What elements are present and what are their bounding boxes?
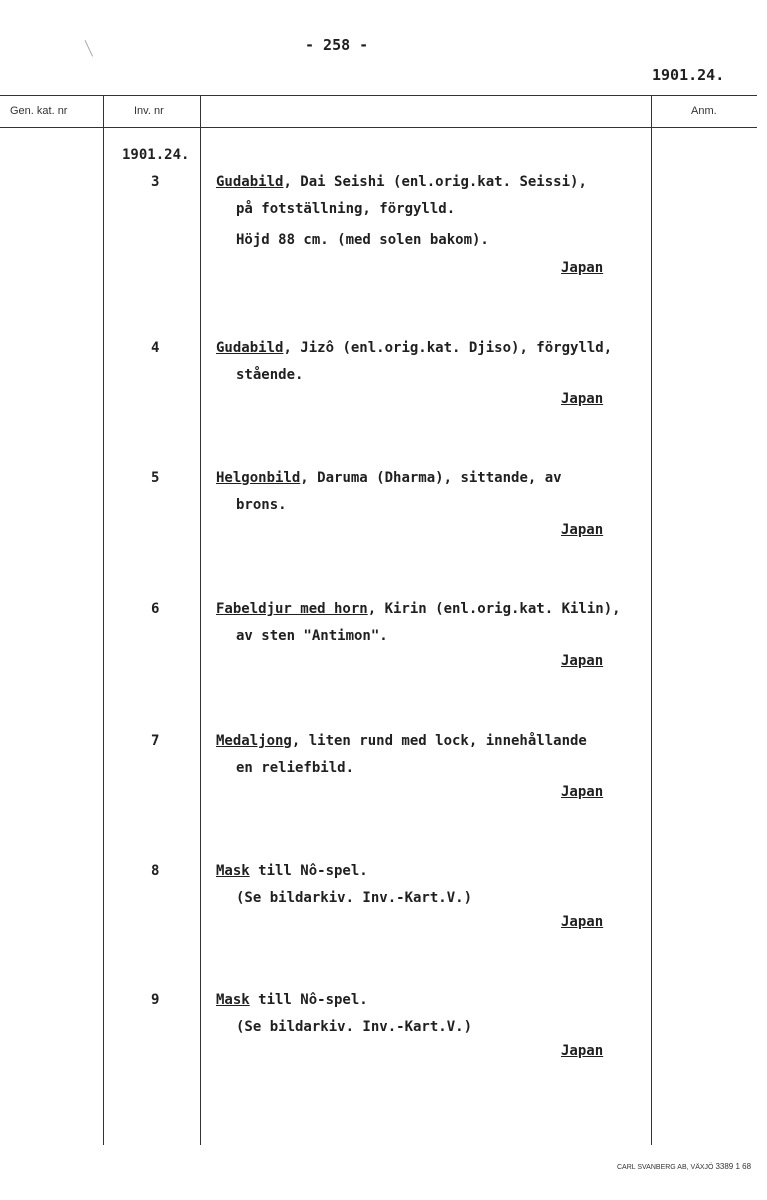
inventory-prefix: 1901.24. xyxy=(122,147,190,163)
object-term: Fabeldjur med horn xyxy=(216,601,368,617)
origin-label: Japan xyxy=(561,391,604,407)
entry-line-1 xyxy=(216,987,656,1014)
inventory-number: 5 xyxy=(151,470,160,486)
catalog-entry xyxy=(216,987,656,1041)
entry-line-2: på fotställning, förgylld. xyxy=(236,201,456,217)
printer-imprint xyxy=(617,1162,751,1171)
printer-name: CARL SVANBERG AB, VÄXJÖ xyxy=(617,1164,714,1171)
entry-line-2: stående. xyxy=(236,367,304,383)
object-term: Gudabild xyxy=(216,174,284,190)
entry-description: , Jizô (enl.orig.kat. Djiso), förgylld, xyxy=(283,340,613,356)
entry-line-1 xyxy=(216,858,656,885)
catalog-entry xyxy=(216,169,656,254)
catalog-entry xyxy=(216,728,656,782)
entry-description: till Nô-spel. xyxy=(249,992,368,1008)
inventory-number: 4 xyxy=(151,340,160,356)
inventory-number: 6 xyxy=(151,601,160,617)
catalog-entry xyxy=(216,465,656,519)
entry-line-1 xyxy=(216,728,656,755)
entry-line-2: en reliefbild. xyxy=(236,760,355,776)
entry-description: , Kirin (enl.orig.kat. Kilin), xyxy=(367,601,621,617)
entry-description: , Dai Seishi (enl.orig.kat. Seissi), xyxy=(283,174,587,190)
catalog-entry xyxy=(216,596,656,650)
entry-line-1 xyxy=(216,596,656,623)
origin-label: Japan xyxy=(561,522,604,538)
column-divider-inv-desc xyxy=(200,95,201,1145)
origin-label: Japan xyxy=(561,914,604,930)
entry-line-1 xyxy=(216,169,656,196)
entry-line-1 xyxy=(216,465,656,492)
catalog-entry xyxy=(216,858,656,912)
column-header-gen-kat-nr: Gen. kat. nr xyxy=(10,105,68,117)
catalog-entry xyxy=(216,335,656,389)
object-term: Medaljong xyxy=(216,733,292,749)
inventory-number: 3 xyxy=(151,174,160,190)
table-top-rule xyxy=(0,95,757,96)
column-divider-gen-inv xyxy=(103,95,104,1145)
origin-label: Japan xyxy=(561,1043,604,1059)
entry-description: , liten rund med lock, innehållande xyxy=(291,733,587,749)
object-term: Mask xyxy=(216,863,250,879)
accession-number-header: 1901.24. xyxy=(652,66,725,84)
scan-mark xyxy=(85,37,99,56)
object-term: Mask xyxy=(216,992,250,1008)
origin-label: Japan xyxy=(561,653,604,669)
object-term: Helgonbild xyxy=(216,470,301,486)
entry-line-2: av sten "Antimon". xyxy=(236,628,388,644)
origin-label: Japan xyxy=(561,784,604,800)
inventory-number: 7 xyxy=(151,733,160,749)
inventory-number: 8 xyxy=(151,863,160,879)
entry-line-3: Höjd 88 cm. (med solen bakom). xyxy=(236,232,489,248)
entry-line-2: (Se bildarkiv. Inv.-Kart.V.) xyxy=(236,890,473,906)
entry-description: , Daruma (Dharma), sittande, av xyxy=(300,470,562,486)
origin-label: Japan xyxy=(561,260,604,276)
entry-line-1 xyxy=(216,335,656,362)
inventory-number: 9 xyxy=(151,992,160,1008)
page-number: - 258 - xyxy=(305,36,369,54)
entry-line-2: brons. xyxy=(236,497,287,513)
table-header-rule xyxy=(0,127,757,128)
column-header-inv-nr: Inv. nr xyxy=(134,105,164,117)
entry-description: till Nô-spel. xyxy=(249,863,368,879)
entry-line-2: (Se bildarkiv. Inv.-Kart.V.) xyxy=(236,1019,473,1035)
column-header-anm: Anm. xyxy=(691,105,717,117)
object-term: Gudabild xyxy=(216,340,284,356)
form-number: 3389 1 68 xyxy=(715,1162,752,1171)
